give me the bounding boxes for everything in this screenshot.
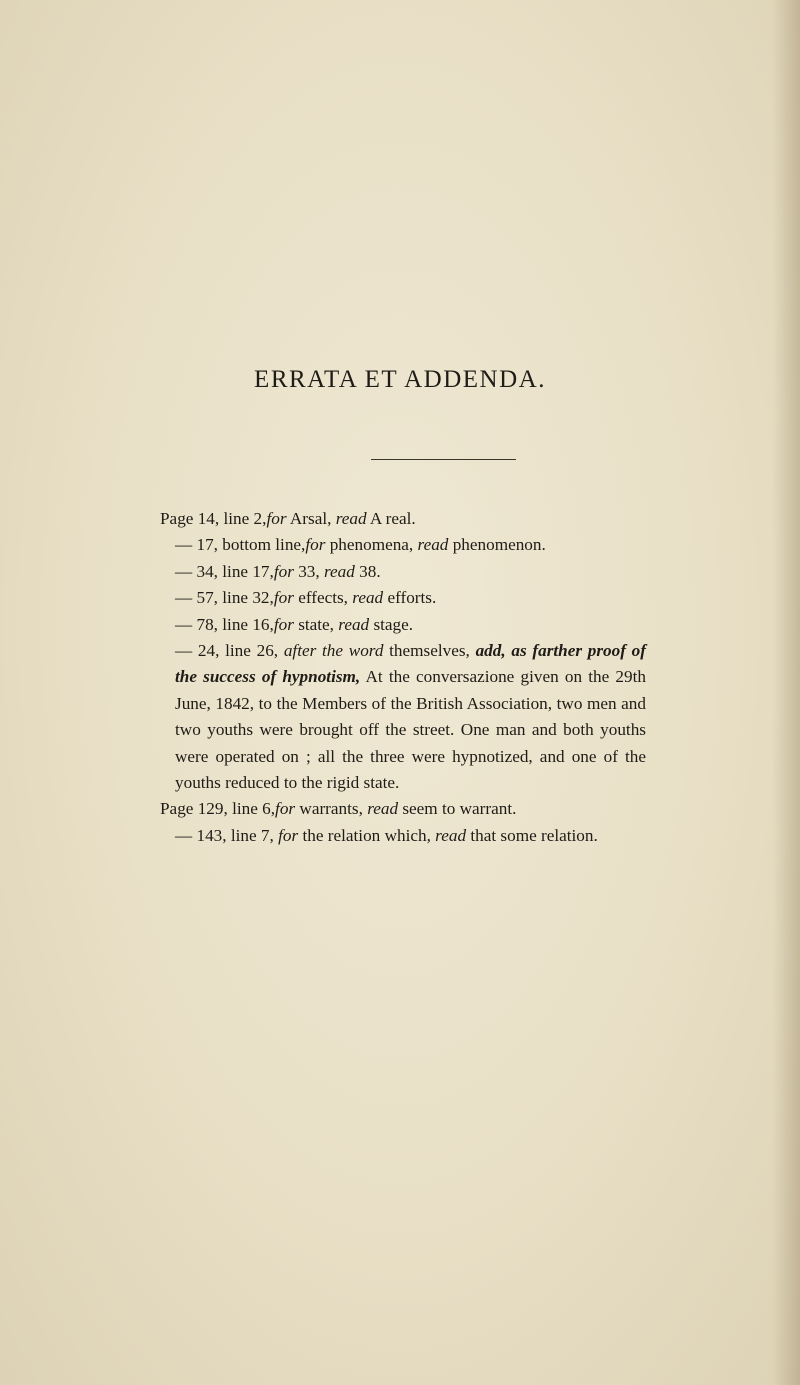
for-word: for — [305, 535, 326, 555]
erratum-item — [160, 612, 646, 638]
erratum-item — [160, 559, 646, 585]
read-word: read — [352, 588, 384, 608]
erratum-wrong: effects, — [293, 588, 353, 608]
for-word: for — [273, 614, 294, 634]
erratum-correct: phenomenon. — [448, 535, 546, 555]
after-phrase: after the word — [283, 640, 384, 660]
erratum-wrong: phenomena, — [325, 535, 418, 555]
erratum-location: — 57, line 32, — [175, 588, 274, 608]
read-word: read — [335, 509, 367, 528]
erratum-item — [160, 506, 646, 532]
erratum-location: — 17, bottom line, — [175, 535, 306, 555]
erratum-correct: efforts. — [383, 588, 437, 608]
erratum-location: — 78, line 16, — [175, 614, 274, 634]
title-rule — [371, 459, 516, 460]
erratum-location: — 34, line 17, — [175, 561, 274, 581]
erratum-wrong: Arsal, — [286, 509, 336, 528]
for-word: for — [278, 825, 299, 845]
erratum-location: Page 14, line 2, — [160, 509, 267, 528]
erratum-wrong: state, — [293, 614, 339, 634]
erratum-item — [160, 585, 646, 611]
addendum-paragraph — [160, 638, 646, 796]
erratum-item — [160, 823, 646, 849]
for-word: for — [275, 799, 296, 819]
erratum-correct: A real. — [366, 509, 416, 528]
erratum-wrong: warrants, — [295, 799, 368, 819]
errata-list — [160, 506, 646, 849]
erratum-correct: 38. — [354, 561, 381, 581]
read-word: read — [367, 799, 399, 819]
addendum-text: At the conversazione given on the 29th June, 1842, to the Members of the British Association, two men and two youths were brought off the street. One man and both youths were operated on ; all the three were hypnotized, and one of the youths reduced to the rigid state. — [175, 667, 646, 792]
addendum-word: themselves, — [383, 640, 476, 660]
erratum-wrong: the relation which, — [298, 825, 436, 845]
addendum-location: — 24, line 26, — [175, 640, 284, 660]
erratum-item — [160, 532, 646, 558]
for-word: for — [273, 588, 294, 608]
erratum-correct: that some relation. — [466, 825, 598, 845]
for-word: for — [273, 561, 294, 581]
erratum-location: Page 129, line 6, — [160, 799, 276, 819]
page-edge-shadow — [772, 0, 800, 1385]
erratum-location: — 143, line 7, — [175, 825, 279, 845]
read-word: read — [417, 535, 449, 555]
erratum-wrong: 33, — [293, 561, 324, 581]
page-title: ERRATA ET ADDENDA. — [254, 366, 546, 393]
for-word: for — [266, 509, 287, 528]
read-word: read — [338, 614, 370, 634]
read-word: read — [323, 561, 355, 581]
erratum-item — [160, 796, 646, 822]
erratum-correct: stage. — [369, 614, 414, 634]
read-word: read — [435, 825, 467, 845]
erratum-correct: seem to warrant. — [398, 799, 517, 819]
add-phrase: add, as farther proof of the success of hypnotism, — [175, 640, 646, 687]
